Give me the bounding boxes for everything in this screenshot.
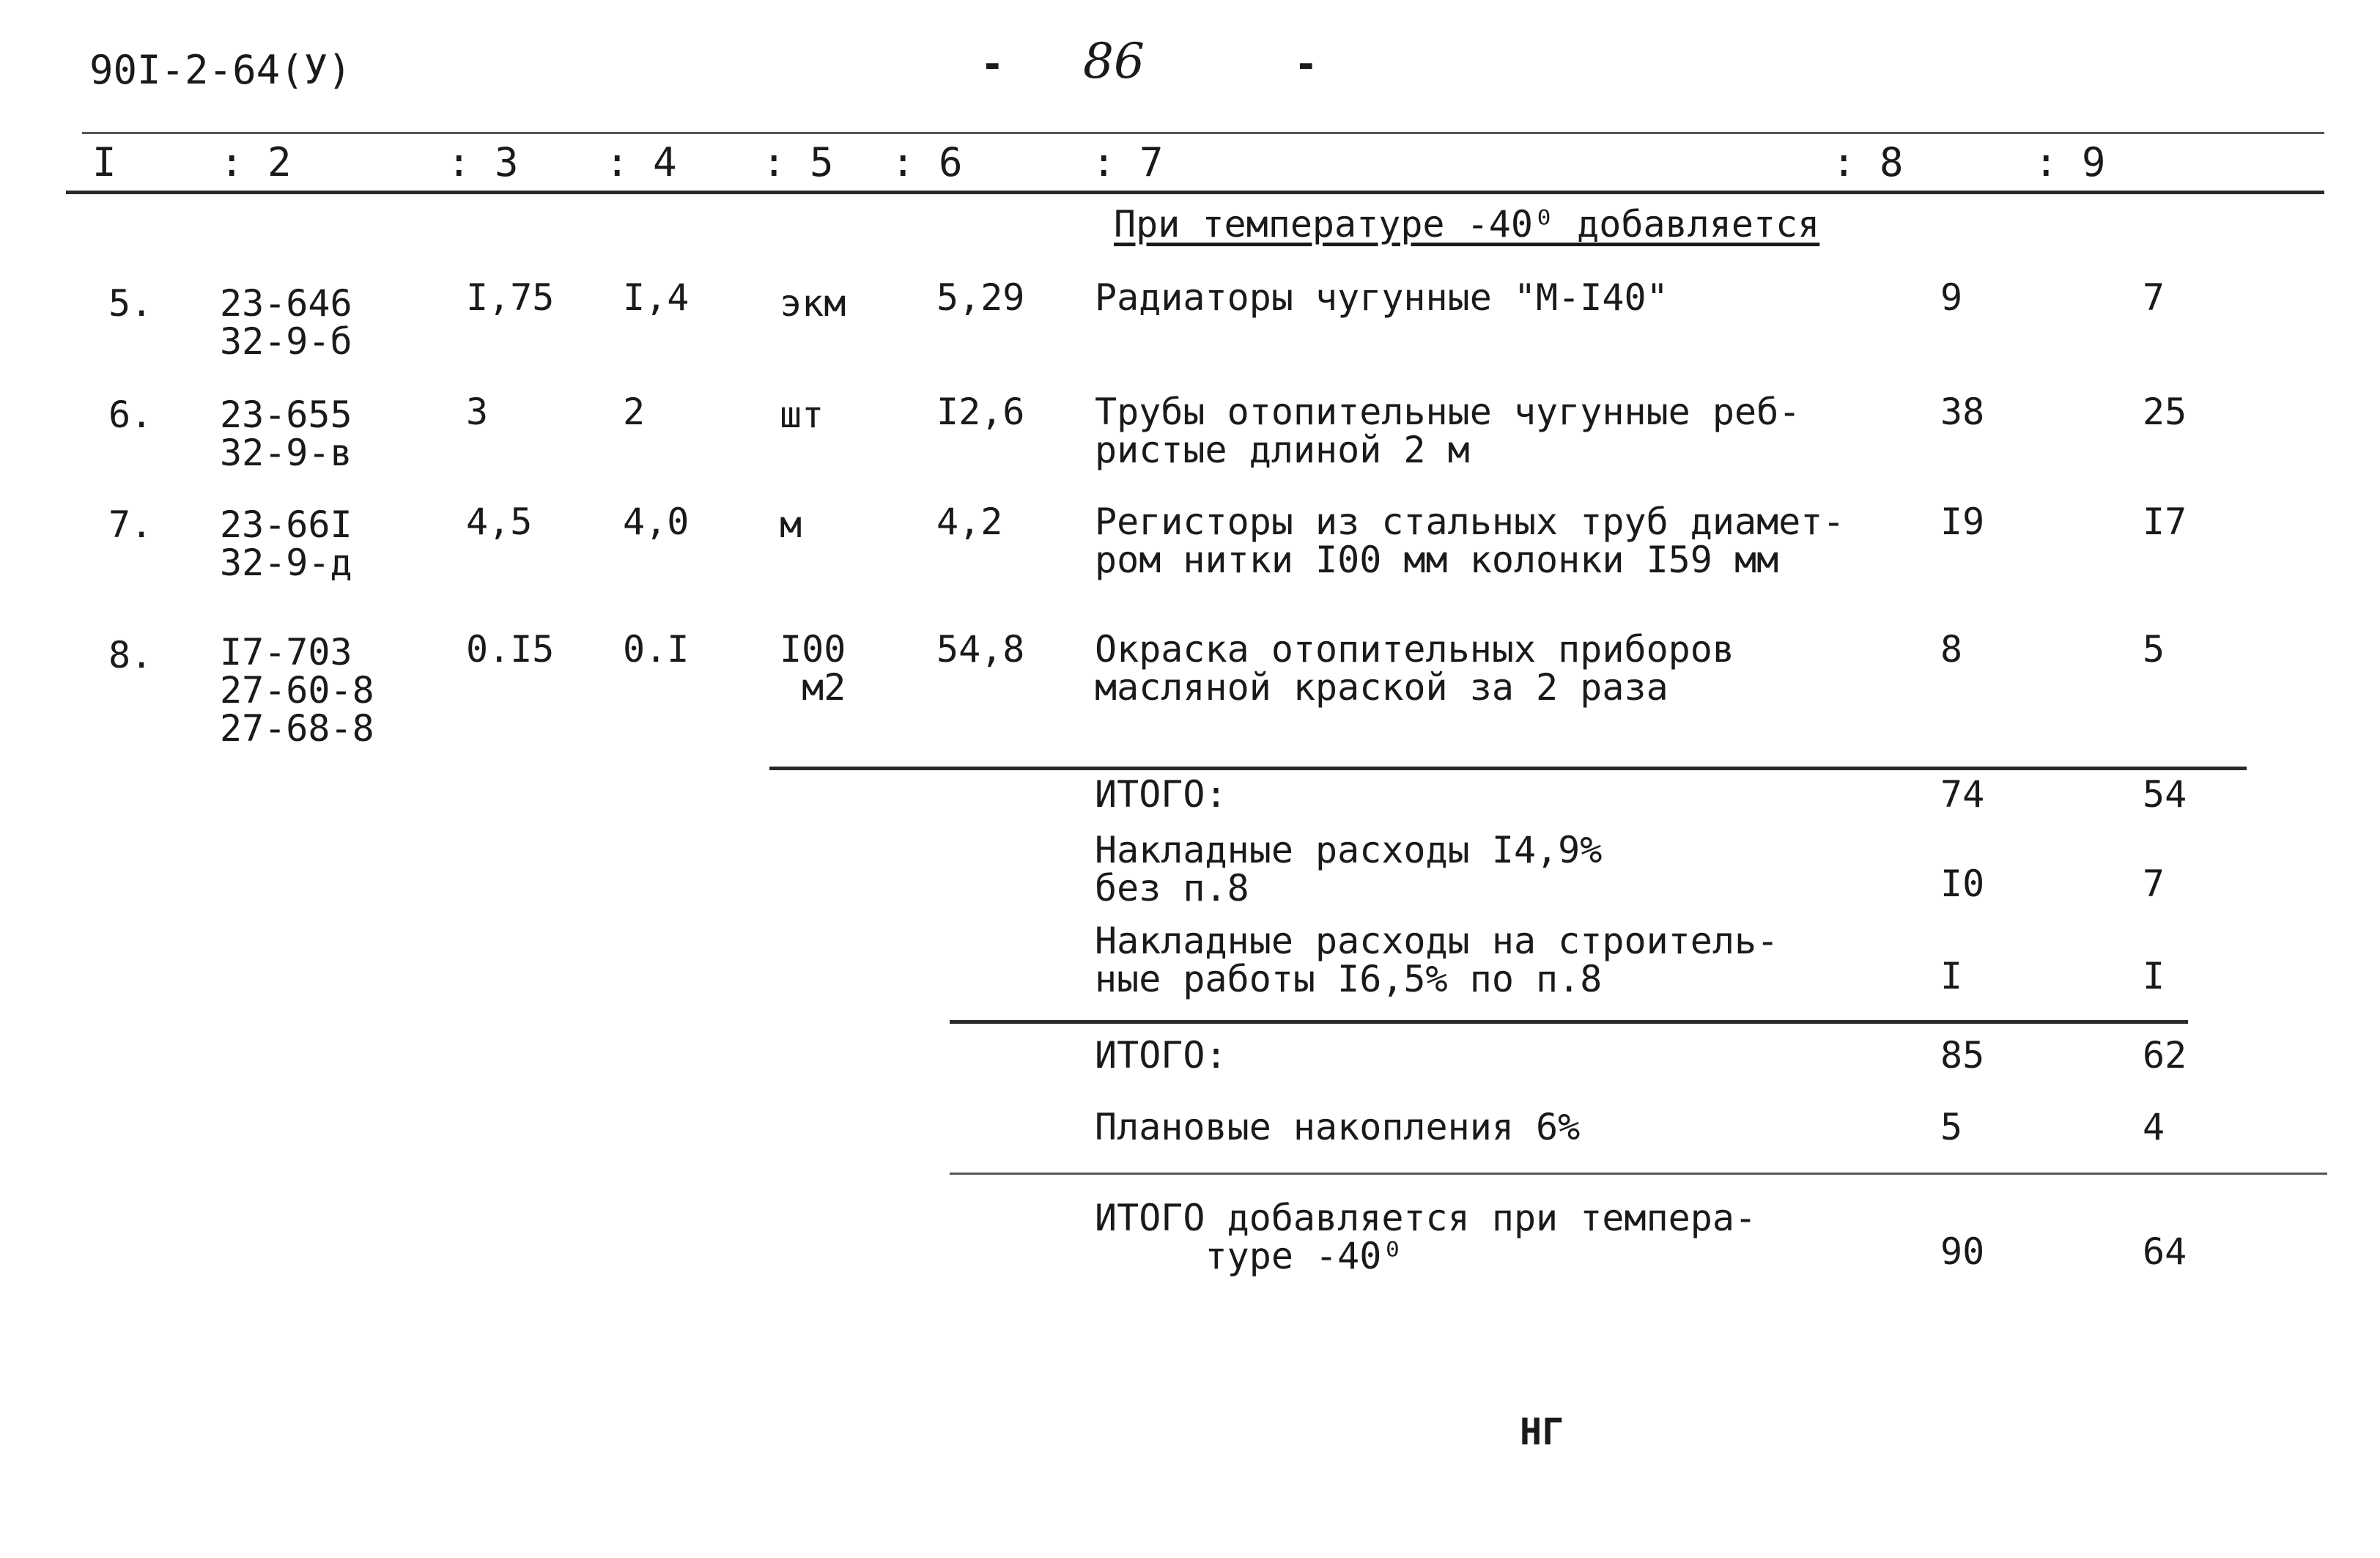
subtotal-rule-1	[769, 767, 2247, 770]
row-6-col5: шт	[780, 394, 824, 436]
row-8-col5: I00 м2	[780, 628, 846, 709]
col-header-5: ꞉ 5	[762, 139, 834, 185]
row-8-col9: 5	[2143, 628, 2165, 671]
row-7-col6: 4,2	[936, 501, 1003, 543]
planned-savings-label: Плановые накопления 6%	[1095, 1106, 1581, 1148]
row-8-code: I7-703 27-60-8 27-68-8	[220, 631, 374, 750]
row-6-col3: 3	[466, 391, 489, 433]
col-header-6: ꞉ 6	[891, 139, 963, 185]
section-title: При температуре -40⁰ добавляется	[1114, 203, 1820, 245]
overhead-2-col8: I	[1940, 955, 1963, 997]
total-2-col9: 62	[2143, 1034, 2187, 1077]
col-header-8: ꞉ 8	[1832, 139, 1904, 185]
grand-total-label: ИТОГО добавляется при темпера- туре -40⁰	[1095, 1197, 1757, 1277]
total-2-label: ИТОГО:	[1095, 1034, 1227, 1077]
row-5-col9: 7	[2143, 276, 2165, 319]
row-7-col8: I9	[1940, 501, 1985, 543]
footer-mark: НГ	[1520, 1411, 1564, 1453]
row-6-num: 6.	[108, 394, 153, 436]
row-8-desc: Окраска отопительных приборов масляной краской за 2 раза	[1095, 628, 1734, 709]
row-6-col9: 25	[2143, 391, 2187, 433]
row-6-code: 23-655 32-9-в	[220, 394, 352, 474]
row-7-num: 7.	[108, 503, 153, 546]
row-7-desc: Регисторы из стальных труб диамет- ром нитки I00 мм колонки I59 мм	[1095, 501, 1845, 581]
col-header-7: ꞉ 7	[1092, 139, 1164, 185]
col-header-9: ꞉ 9	[2034, 139, 2106, 185]
row-5-col8: 9	[1940, 276, 1963, 319]
planned-savings-col8: 5	[1940, 1106, 1963, 1148]
row-8-col6: 54,8	[936, 628, 1025, 671]
col-header-2: ꞉ 2	[220, 139, 292, 185]
row-5-col4: I,4	[623, 276, 690, 319]
total-1-col8: 74	[1940, 773, 1985, 816]
total-1-col9: 54	[2143, 773, 2187, 816]
dash-left: -	[980, 41, 1005, 87]
overhead-2-label: Накладные расходы на строитель- ные работы I6,5% по п.8	[1095, 920, 1779, 1000]
overhead-1-col9: 7	[2143, 863, 2165, 905]
header-bottom-rule	[66, 191, 2324, 194]
row-7-col9: I7	[2143, 501, 2187, 543]
col-header-1: I	[92, 139, 117, 185]
subtotal-rule-2	[950, 1020, 2188, 1024]
row-8-col4: 0.I	[623, 628, 690, 671]
row-5-code: 23-646 32-9-б	[220, 282, 352, 363]
row-6-col8: 38	[1940, 391, 1985, 433]
row-6-col4: 2	[623, 391, 646, 433]
total-1-label: ИТОГО:	[1095, 773, 1227, 816]
grand-total-col8: 90	[1940, 1230, 1985, 1273]
overhead-1-col8: I0	[1940, 863, 1985, 905]
row-6-desc: Трубы отопительные чугунные реб- ристые длиной 2 м	[1095, 391, 1801, 471]
row-5-col3: I,75	[466, 276, 555, 319]
row-7-col4: 4,0	[623, 501, 690, 543]
document-code: 90I-2-64(У)	[89, 47, 352, 93]
row-6-col6: I2,6	[936, 391, 1025, 433]
row-5-col5: экм	[780, 282, 846, 325]
row-5-num: 5.	[108, 282, 153, 325]
subtotal-rule-3	[950, 1173, 2327, 1175]
total-2-col8: 85	[1940, 1034, 1985, 1077]
row-5-col6: 5,29	[936, 276, 1025, 319]
page-number: 86	[1083, 33, 1145, 89]
row-5-desc: Радиаторы чугунные "М-I40"	[1095, 276, 1668, 319]
col-header-4: ꞉ 4	[605, 139, 677, 185]
grand-total-col9: 64	[2143, 1230, 2187, 1273]
row-8-col8: 8	[1940, 628, 1963, 671]
planned-savings-col9: 4	[2143, 1106, 2165, 1148]
row-7-col5: м	[780, 503, 802, 546]
header-top-rule	[82, 132, 2324, 134]
row-8-num: 8.	[108, 634, 153, 676]
col-header-3: ꞉ 3	[447, 139, 519, 185]
row-7-code: 23-66I 32-9-д	[220, 503, 352, 584]
dash-right: -	[1294, 41, 1318, 87]
row-8-col3: 0.I5	[466, 628, 555, 671]
overhead-2-col9: I	[2143, 955, 2165, 997]
overhead-1-label: Накладные расходы I4,9% без п.8	[1095, 829, 1603, 909]
row-7-col3: 4,5	[466, 501, 533, 543]
